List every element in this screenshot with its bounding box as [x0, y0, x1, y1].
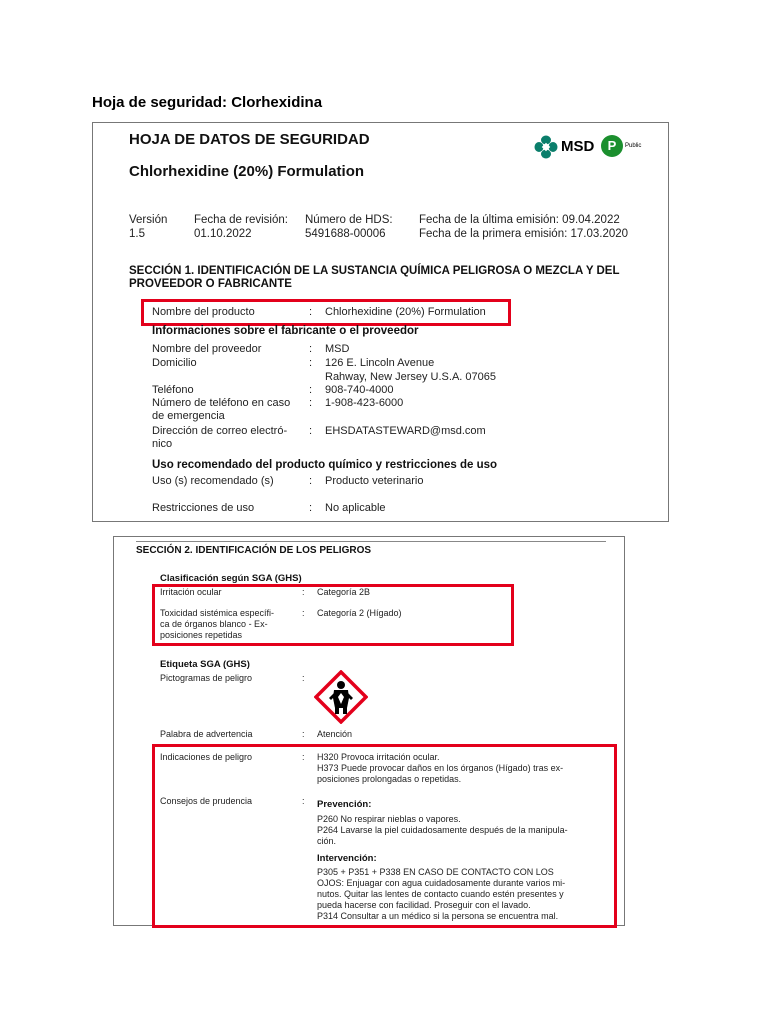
use-restrictions-label: Restricciones de uso: [152, 502, 255, 514]
precautionary-sep: :: [302, 796, 305, 806]
precautionary-label: Consejos de prudencia: [160, 796, 253, 806]
manufacturer-heading: Informaciones sobre el fabricante o el proveedor: [152, 325, 419, 337]
stot-value: Categoría 2 (Hígado): [317, 608, 402, 618]
msd-emblem-icon: [534, 135, 558, 159]
prevention-heading: Prevención:: [317, 799, 372, 810]
row-sep: :: [309, 425, 313, 437]
highlight-classification: [152, 584, 514, 646]
divider: [136, 541, 606, 542]
recommended-use-sep: :: [309, 475, 313, 487]
stot-label-line2: ca de órganos blanco - Ex-: [160, 619, 268, 629]
highlight-product-name: [141, 299, 511, 326]
row-label: Domicilio: [152, 357, 197, 369]
product-title: Chlorhexidine (20%) Formulation: [129, 163, 365, 180]
product-name-value: Chlorhexidine (20%) Formulation: [325, 306, 486, 318]
use-restrictions-sep: :: [309, 502, 313, 514]
document-title: HOJA DE DATOS DE SEGURIDAD: [129, 131, 370, 148]
signal-word-label: Palabra de advertencia: [160, 729, 253, 739]
section1-title: SECCIÓN 1. IDENTIFICACIÓN DE LA SUSTANCIA QUÍMICA PELIGROSA O MEZCLA Y DEL PROVEEDOR O FABRICANTE: [129, 265, 620, 290]
row-value: 1-908-423-6000: [325, 397, 404, 409]
prevention-line: ción.: [317, 836, 337, 846]
row-sep: :: [309, 384, 313, 396]
public-badge-icon: P: [601, 135, 623, 157]
hazard-line: H373 Puede provocar daños en los órganos (Hígado) tras ex-: [317, 763, 564, 773]
ghs-label-heading: Etiqueta SGA (GHS): [160, 659, 250, 670]
hds-value: 5491688-00006: [305, 228, 386, 240]
hazard-line: H320 Provoca irritación ocular.: [317, 752, 440, 762]
row-value: Rahway, New Jersey U.S.A. 07065: [325, 371, 496, 383]
version-value: 1.5: [129, 228, 145, 240]
prevention-line: P264 Lavarse la piel cuidadosamente después de la manipula-: [317, 825, 568, 835]
highlight-hazard-statements: [152, 744, 617, 928]
intervention-line: P305 + P351 + P338 EN CASO DE CONTACTO CON LOS: [317, 867, 554, 877]
last-issue-date: Fecha de la última emisión: 09.04.2022: [419, 214, 620, 226]
stot-sep: :: [302, 608, 305, 618]
intervention-line: OJOS: Enjuagar con agua cuidadosamente durante varios mi-: [317, 878, 566, 888]
hazard-statements-sep: :: [302, 752, 305, 762]
row-sep: :: [309, 343, 313, 355]
intervention-line: nutos. Quitar las lentes de contacto cuando estén presentes y: [317, 889, 564, 899]
first-issue-date: Fecha de la primera emisión: 17.03.2020: [419, 228, 629, 240]
hazard-statements-label: Indicaciones de peligro: [160, 752, 253, 762]
health-hazard-icon: [314, 670, 368, 724]
ghs-classification-heading: Clasificación según SGA (GHS): [160, 573, 302, 584]
msd-logo: [534, 135, 644, 165]
row-value: EHSDATASTEWARD@msd.com: [325, 425, 486, 437]
row-label: Teléfono: [152, 384, 194, 396]
stot-label-line1: Toxicidad sistémica específi-: [160, 608, 275, 618]
eye-irritation-label: Irritación ocular: [160, 587, 222, 597]
pictograms-label: Pictogramas de peligro: [160, 673, 253, 683]
row-label: Dirección de correo electró-: [152, 425, 288, 437]
section2-title: SECCIÓN 2. IDENTIFICACIÓN DE LOS PELIGROS: [136, 545, 372, 556]
row-label: de emergencia: [152, 410, 225, 422]
row-sep: :: [309, 397, 313, 409]
prevention-line: P260 No respirar nieblas o vapores.: [317, 814, 461, 824]
public-label: Public: [625, 143, 642, 149]
version-label: Versión: [129, 214, 168, 226]
product-name-label: Nombre del producto: [152, 306, 255, 318]
hazard-line: posiciones prolongadas o repetidas.: [317, 774, 462, 784]
revision-value: 01.10.2022: [194, 228, 252, 240]
eye-irritation-value: Categoría 2B: [317, 587, 371, 597]
intervention-line: pueda hacerse con facilidad. Proseguir con el lavado.: [317, 900, 531, 910]
row-value: 908-740-4000: [325, 384, 394, 396]
recommended-use-label: Uso (s) recomendado (s): [152, 475, 274, 487]
msd-brand-text: MSD: [561, 138, 595, 155]
hds-label: Número de HDS:: [305, 214, 393, 226]
row-value: MSD: [325, 343, 350, 355]
row-label: nico: [152, 438, 173, 450]
recommended-use-value: Producto veterinario: [325, 475, 424, 487]
signal-word-sep: :: [302, 729, 305, 739]
revision-label: Fecha de revisión:: [194, 214, 288, 226]
row-label: Número de teléfono en caso: [152, 397, 291, 409]
hazards-panel: [113, 536, 625, 926]
stot-label-line3: posiciones repetidas: [160, 630, 243, 640]
intervention-heading: Intervención:: [317, 853, 377, 864]
pictograms-sep: :: [302, 673, 305, 683]
row-sep: :: [309, 357, 313, 369]
intervention-line: P314 Consultar a un médico si la persona se encuentra mal.: [317, 911, 559, 921]
use-restrictions-value: No aplicable: [325, 502, 386, 514]
row-label: Nombre del proveedor: [152, 343, 262, 355]
product-name-sep: :: [309, 306, 313, 318]
row-value: 126 E. Lincoln Avenue: [325, 357, 435, 369]
signal-word-value: Atención: [317, 729, 353, 739]
use-heading: Uso recomendado del producto químico y restricciones de uso: [152, 459, 498, 471]
eye-irritation-sep: :: [302, 587, 305, 597]
page-heading: Hoja de seguridad: Clorhexidina: [92, 94, 323, 111]
sds-header-panel: [92, 122, 669, 522]
